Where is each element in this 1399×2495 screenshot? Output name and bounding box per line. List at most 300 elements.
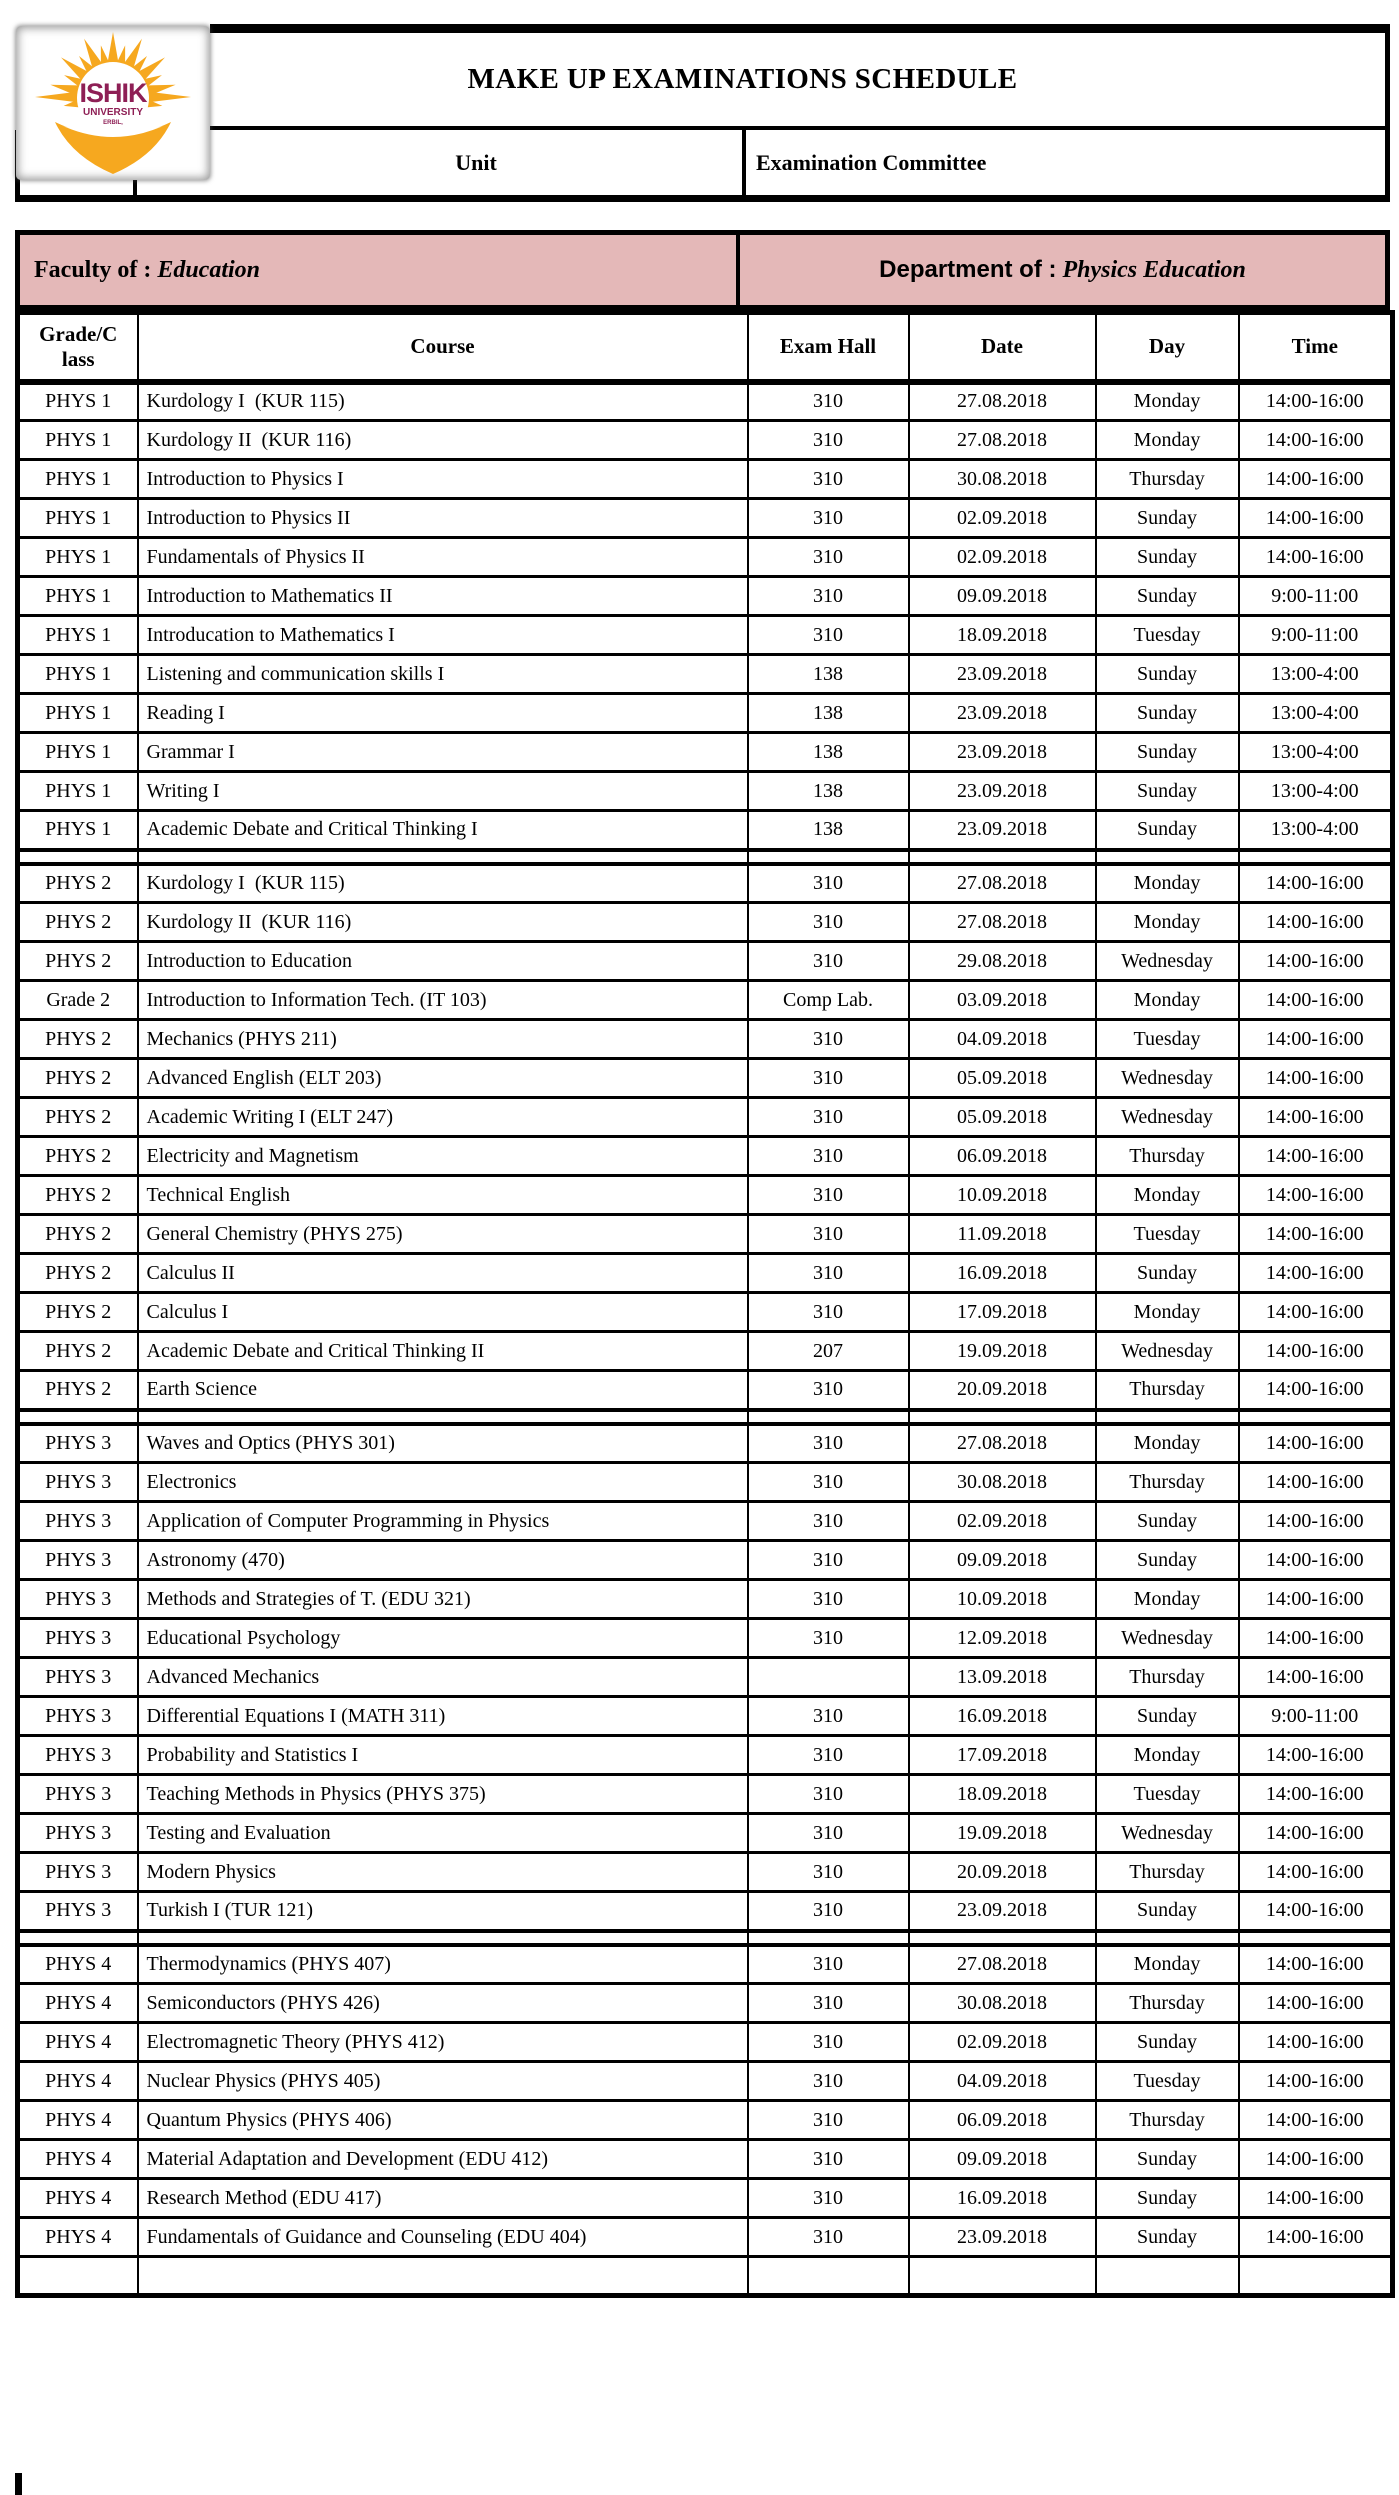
hall-cell: 310 [748,499,909,538]
grade-cell: PHYS 2 [18,864,138,903]
date-cell: 05.09.2018 [909,1059,1096,1098]
grade-cell: PHYS 3 [18,1775,138,1814]
date-cell: 30.08.2018 [909,1463,1096,1502]
table-row [18,538,1393,577]
day-cell: Thursday [1096,1137,1239,1176]
logo-text-ishik: ISHIK [79,78,147,108]
day-cell: Monday [1096,1945,1239,1984]
column-header-course: Course [138,313,748,382]
course-cell: Educational Psychology [138,1619,748,1658]
day-cell: Wednesday [1096,1619,1239,1658]
time-cell: 14:00-16:00 [1239,1215,1393,1254]
day-cell: Monday [1096,1424,1239,1463]
grade-cell: PHYS 3 [18,1619,138,1658]
day-cell: Wednesday [1096,942,1239,981]
hall-cell: 310 [748,382,909,421]
date-cell: 23.09.2018 [909,1892,1096,1931]
hall-cell: 310 [748,1619,909,1658]
course-cell: Thermodynamics (PHYS 407) [138,1945,748,1984]
course-cell: Mechanics (PHYS 211) [138,1020,748,1059]
date-cell: 23.09.2018 [909,2218,1096,2257]
table-row [18,616,1393,655]
course-cell: Fundamentals of Guidance and Counseling (EDU 404) [138,2218,748,2257]
table-row [18,1254,1393,1293]
time-cell: 14:00-16:00 [1239,1176,1393,1215]
day-cell: Sunday [1096,1541,1239,1580]
day-cell: Sunday [1096,577,1239,616]
grade-cell: PHYS 1 [18,499,138,538]
table-row [18,1984,1393,2023]
course-cell: Waves and Optics (PHYS 301) [138,1424,748,1463]
day-cell: Sunday [1096,811,1239,850]
course-cell: Introduction to Information Tech. (IT 103) [138,981,748,1020]
day-cell: Sunday [1096,2218,1239,2257]
faculty-label: Faculty of : [34,256,152,283]
time-cell: 14:00-16:00 [1239,1020,1393,1059]
day-cell: Sunday [1096,733,1239,772]
column-header-grade-class: Grade/C lass [18,313,138,382]
empty-cell [1239,1410,1393,1424]
empty-cell [909,1410,1096,1424]
course-cell: Earth Science [138,1371,748,1410]
date-cell: 02.09.2018 [909,499,1096,538]
grade-cell: PHYS 4 [18,2101,138,2140]
time-cell: 14:00-16:00 [1239,499,1393,538]
date-cell: 19.09.2018 [909,1814,1096,1853]
empty-cell [138,1410,748,1424]
time-cell: 14:00-16:00 [1239,2062,1393,2101]
date-cell: 09.09.2018 [909,1541,1096,1580]
empty-cell [909,2257,1096,2296]
grade-cell: PHYS 4 [18,2140,138,2179]
course-cell: Technical English [138,1176,748,1215]
committee-label: Examination Committee [756,149,987,175]
day-cell: Monday [1096,421,1239,460]
time-cell: 14:00-16:00 [1239,1254,1393,1293]
empty-cell [748,2257,909,2296]
table-row [18,811,1393,850]
table-row [18,2101,1393,2140]
date-cell: 23.09.2018 [909,811,1096,850]
day-cell: Monday [1096,903,1239,942]
table-row [18,1736,1393,1775]
date-cell: 06.09.2018 [909,2101,1096,2140]
date-cell: 05.09.2018 [909,1098,1096,1137]
hall-cell: 310 [748,903,909,942]
faculty-value: Education [157,256,261,283]
date-cell: 10.09.2018 [909,1580,1096,1619]
hall-cell: 310 [748,1814,909,1853]
date-cell: 13.09.2018 [909,1658,1096,1697]
logo-text-university: UNIVERSITY [82,107,144,118]
table-row [18,577,1393,616]
column-header-day: Day [1096,313,1239,382]
day-cell: Sunday [1096,655,1239,694]
table-row [18,460,1393,499]
table-row [18,382,1393,421]
grade-cell: PHYS 1 [18,577,138,616]
course-cell: Differential Equations I (MATH 311) [138,1697,748,1736]
course-cell: Testing and Evaluation [138,1814,748,1853]
day-cell: Sunday [1096,694,1239,733]
empty-cell [18,850,138,864]
grade-cell: PHYS 1 [18,616,138,655]
date-cell: 16.09.2018 [909,1697,1096,1736]
empty-cell [18,1410,138,1424]
date-cell: 27.08.2018 [909,382,1096,421]
section-separator-row [18,1410,1393,1424]
time-cell: 14:00-16:00 [1239,1541,1393,1580]
day-cell: Thursday [1096,1658,1239,1697]
grade-cell: PHYS 2 [18,1254,138,1293]
hall-cell: 310 [748,1541,909,1580]
empty-cell [138,2257,748,2296]
date-cell: 16.09.2018 [909,2179,1096,2218]
course-cell: Introduction to Education [138,942,748,981]
day-cell: Sunday [1096,538,1239,577]
table-row [18,1137,1393,1176]
hall-cell: 310 [748,1020,909,1059]
hall-cell: 138 [748,655,909,694]
hall-cell: 310 [748,1371,909,1410]
empty-cell [909,850,1096,864]
course-cell: Quantum Physics (PHYS 406) [138,2101,748,2140]
date-cell: 27.08.2018 [909,1424,1096,1463]
table-row [18,1020,1393,1059]
grade-cell: PHYS 3 [18,1580,138,1619]
course-cell: Introduction to Mathematics II [138,577,748,616]
hall-cell: 310 [748,577,909,616]
hall-cell: 310 [748,616,909,655]
date-cell: 04.09.2018 [909,2062,1096,2101]
sun-logo-icon [16,26,210,180]
table-row [18,772,1393,811]
date-cell: 03.09.2018 [909,981,1096,1020]
hall-cell: 310 [748,1945,909,1984]
table-row [18,1945,1393,1984]
column-header-exam-hall: Exam Hall [748,313,909,382]
time-cell: 9:00-11:00 [1239,1697,1393,1736]
day-cell: Monday [1096,1736,1239,1775]
logo-text-erbil: ERBIL, [103,120,123,126]
next-section-border-stub [15,2473,22,2495]
hall-cell: 310 [748,421,909,460]
date-cell: 18.09.2018 [909,616,1096,655]
table-row [18,2140,1393,2179]
table-row [18,1098,1393,1137]
grade-cell: PHYS 2 [18,1137,138,1176]
table-row [18,1697,1393,1736]
page-title-row [210,24,1390,130]
day-cell: Sunday [1096,2179,1239,2218]
hall-cell: 310 [748,1580,909,1619]
day-cell: Tuesday [1096,1215,1239,1254]
table-row [18,942,1393,981]
day-cell: Monday [1096,1293,1239,1332]
table-row [18,1814,1393,1853]
empty-row [18,2257,1393,2296]
empty-cell [1096,1410,1239,1424]
date-cell: 23.09.2018 [909,655,1096,694]
table-row [18,733,1393,772]
unit-committee-row [15,130,1390,202]
table-row [18,1424,1393,1463]
day-cell: Sunday [1096,1697,1239,1736]
grade-cell: PHYS 1 [18,694,138,733]
grade-cell: PHYS 3 [18,1502,138,1541]
date-cell: 09.09.2018 [909,577,1096,616]
table-row [18,694,1393,733]
empty-cell [1096,2257,1239,2296]
table-row [18,1502,1393,1541]
table-row [18,2062,1393,2101]
table-row [18,981,1393,1020]
date-cell: 02.09.2018 [909,2023,1096,2062]
course-cell: Teaching Methods in Physics (PHYS 375) [138,1775,748,1814]
hall-cell: 310 [748,538,909,577]
grade-cell: PHYS 2 [18,1059,138,1098]
grade-cell: PHYS 1 [18,538,138,577]
hall-cell: 138 [748,772,909,811]
day-cell: Tuesday [1096,1775,1239,1814]
course-cell: Electricity and Magnetism [138,1137,748,1176]
hall-cell: 310 [748,2179,909,2218]
hall-cell: Comp Lab. [748,981,909,1020]
time-cell: 14:00-16:00 [1239,1736,1393,1775]
day-cell: Wednesday [1096,1332,1239,1371]
time-cell: 14:00-16:00 [1239,1658,1393,1697]
time-cell: 13:00-4:00 [1239,811,1393,850]
grade-cell: PHYS 4 [18,1945,138,1984]
time-cell: 9:00-11:00 [1239,577,1393,616]
day-cell: Monday [1096,1176,1239,1215]
time-cell: 14:00-16:00 [1239,1892,1393,1931]
time-cell: 14:00-16:00 [1239,1984,1393,2023]
time-cell: 14:00-16:00 [1239,1619,1393,1658]
course-cell: Introducation to Mathematics I [138,616,748,655]
grade-cell: PHYS 2 [18,1020,138,1059]
date-cell: 17.09.2018 [909,1293,1096,1332]
empty-cell [748,1931,909,1945]
grade-cell: PHYS 2 [18,942,138,981]
hall-cell: 310 [748,2218,909,2257]
hall-cell: 310 [748,2101,909,2140]
course-cell: Probability and Statistics I [138,1736,748,1775]
table-row [18,1580,1393,1619]
date-cell: 02.09.2018 [909,1502,1096,1541]
hall-cell: 310 [748,1853,909,1892]
date-cell: 11.09.2018 [909,1215,1096,1254]
schedule-body [18,382,1393,2296]
hall-cell: 310 [748,1137,909,1176]
hall-cell: 310 [748,1463,909,1502]
department-label: Department of : [879,256,1057,283]
empty-cell [909,1931,1096,1945]
time-cell: 14:00-16:00 [1239,1463,1393,1502]
date-cell: 27.08.2018 [909,1945,1096,1984]
time-cell: 14:00-16:00 [1239,1502,1393,1541]
column-header-date: Date [909,313,1096,382]
hall-cell: 310 [748,1502,909,1541]
empty-cell [138,850,748,864]
course-cell: Application of Computer Programming in Physics [138,1502,748,1541]
day-cell: Monday [1096,864,1239,903]
time-cell: 14:00-16:00 [1239,1814,1393,1853]
grade-cell: PHYS 2 [18,1176,138,1215]
grade-cell: PHYS 4 [18,2179,138,2218]
table-row [18,1215,1393,1254]
course-cell: Grammar I [138,733,748,772]
grade-cell: PHYS 1 [18,382,138,421]
hall-cell: 310 [748,1736,909,1775]
table-row [18,2023,1393,2062]
grade-cell: PHYS 4 [18,2023,138,2062]
date-cell: 30.08.2018 [909,1984,1096,2023]
time-cell: 14:00-16:00 [1239,1137,1393,1176]
empty-cell [1239,2257,1393,2296]
grade-cell: PHYS 2 [18,1215,138,1254]
day-cell: Sunday [1096,499,1239,538]
course-cell: Kurdology II (KUR 116) [138,421,748,460]
grade-cell: PHYS 4 [18,2062,138,2101]
empty-cell [1096,1931,1239,1945]
hall-cell [748,1658,909,1697]
empty-cell [1239,850,1393,864]
time-cell: 14:00-16:00 [1239,2023,1393,2062]
department-cell [740,235,1385,305]
grade-cell: Grade 2 [18,981,138,1020]
day-cell: Wednesday [1096,1814,1239,1853]
course-cell: Calculus I [138,1293,748,1332]
grade-cell: PHYS 3 [18,1697,138,1736]
course-cell: Methods and Strategies of T. (EDU 321) [138,1580,748,1619]
time-cell: 14:00-16:00 [1239,942,1393,981]
hall-cell: 310 [748,1293,909,1332]
course-cell: Fundamentals of Physics II [138,538,748,577]
time-cell: 14:00-16:00 [1239,1059,1393,1098]
day-cell: Sunday [1096,772,1239,811]
hall-cell: 310 [748,1892,909,1931]
course-cell: Introduction to Physics I [138,460,748,499]
date-cell: 29.08.2018 [909,942,1096,981]
table-row [18,1658,1393,1697]
empty-cell [748,850,909,864]
time-cell: 14:00-16:00 [1239,864,1393,903]
time-cell: 14:00-16:00 [1239,2101,1393,2140]
unit-label: Unit [455,149,497,175]
day-cell: Thursday [1096,1984,1239,2023]
day-cell: Thursday [1096,2101,1239,2140]
course-cell: Introduction to Physics II [138,499,748,538]
empty-cell [748,1410,909,1424]
time-cell: 14:00-16:00 [1239,1293,1393,1332]
grade-cell: PHYS 3 [18,1736,138,1775]
grade-cell: PHYS 3 [18,1658,138,1697]
course-cell: Kurdology I (KUR 115) [138,382,748,421]
table-row [18,1371,1393,1410]
table-row [18,1541,1393,1580]
table-row [18,1059,1393,1098]
time-cell: 14:00-16:00 [1239,460,1393,499]
date-cell: 23.09.2018 [909,733,1096,772]
grade-cell: PHYS 2 [18,1332,138,1371]
time-cell: 14:00-16:00 [1239,538,1393,577]
course-cell: Calculus II [138,1254,748,1293]
course-cell: General Chemistry (PHYS 275) [138,1215,748,1254]
time-cell: 14:00-16:00 [1239,421,1393,460]
course-cell: Writing I [138,772,748,811]
grade-cell: PHYS 3 [18,1463,138,1502]
date-cell: 30.08.2018 [909,460,1096,499]
hall-cell: 138 [748,733,909,772]
department-value: Physics Education [1062,256,1246,283]
table-row [18,1463,1393,1502]
time-cell: 14:00-16:00 [1239,1580,1393,1619]
date-cell: 19.09.2018 [909,1332,1096,1371]
time-cell: 9:00-11:00 [1239,616,1393,655]
hall-cell: 310 [748,1424,909,1463]
hall-cell: 310 [748,460,909,499]
course-cell: Astronomy (470) [138,1541,748,1580]
column-header-time: Time [1239,313,1393,382]
grade-cell: PHYS 3 [18,1424,138,1463]
empty-cell [18,1931,138,1945]
date-cell: 27.08.2018 [909,864,1096,903]
grade-cell: PHYS 1 [18,772,138,811]
table-row [18,655,1393,694]
grade-cell: PHYS 4 [18,1984,138,2023]
hall-cell: 310 [748,1098,909,1137]
hall-cell: 310 [748,2023,909,2062]
day-cell: Tuesday [1096,2062,1239,2101]
time-cell: 14:00-16:00 [1239,981,1393,1020]
time-cell: 14:00-16:00 [1239,382,1393,421]
day-cell: Monday [1096,1580,1239,1619]
time-cell: 14:00-16:00 [1239,1371,1393,1410]
course-cell: Advanced Mechanics [138,1658,748,1697]
day-cell: Sunday [1096,1502,1239,1541]
date-cell: 12.09.2018 [909,1619,1096,1658]
hall-cell: 310 [748,942,909,981]
grade-cell: PHYS 1 [18,811,138,850]
grade-cell: PHYS 1 [18,421,138,460]
table-row [18,1853,1393,1892]
grade-cell: PHYS 2 [18,903,138,942]
hall-cell: 207 [748,1332,909,1371]
course-cell: Academic Debate and Critical Thinking I [138,811,748,850]
table-row [18,903,1393,942]
table-row [18,1332,1393,1371]
time-cell: 14:00-16:00 [1239,2218,1393,2257]
hall-cell: 310 [748,1697,909,1736]
hall-cell: 310 [748,1984,909,2023]
hall-cell: 310 [748,864,909,903]
day-cell: Thursday [1096,1463,1239,1502]
date-cell: 20.09.2018 [909,1371,1096,1410]
date-cell: 23.09.2018 [909,694,1096,733]
faculty-cell [20,235,740,305]
exam-schedule-table [15,310,1395,2298]
hall-cell: 138 [748,811,909,850]
hall-cell: 310 [748,1775,909,1814]
table-row [18,1176,1393,1215]
table-row [18,864,1393,903]
course-cell: Electronics [138,1463,748,1502]
date-cell: 04.09.2018 [909,1020,1096,1059]
day-cell: Thursday [1096,460,1239,499]
day-cell: Thursday [1096,1853,1239,1892]
course-cell: Semiconductors (PHYS 426) [138,1984,748,2023]
